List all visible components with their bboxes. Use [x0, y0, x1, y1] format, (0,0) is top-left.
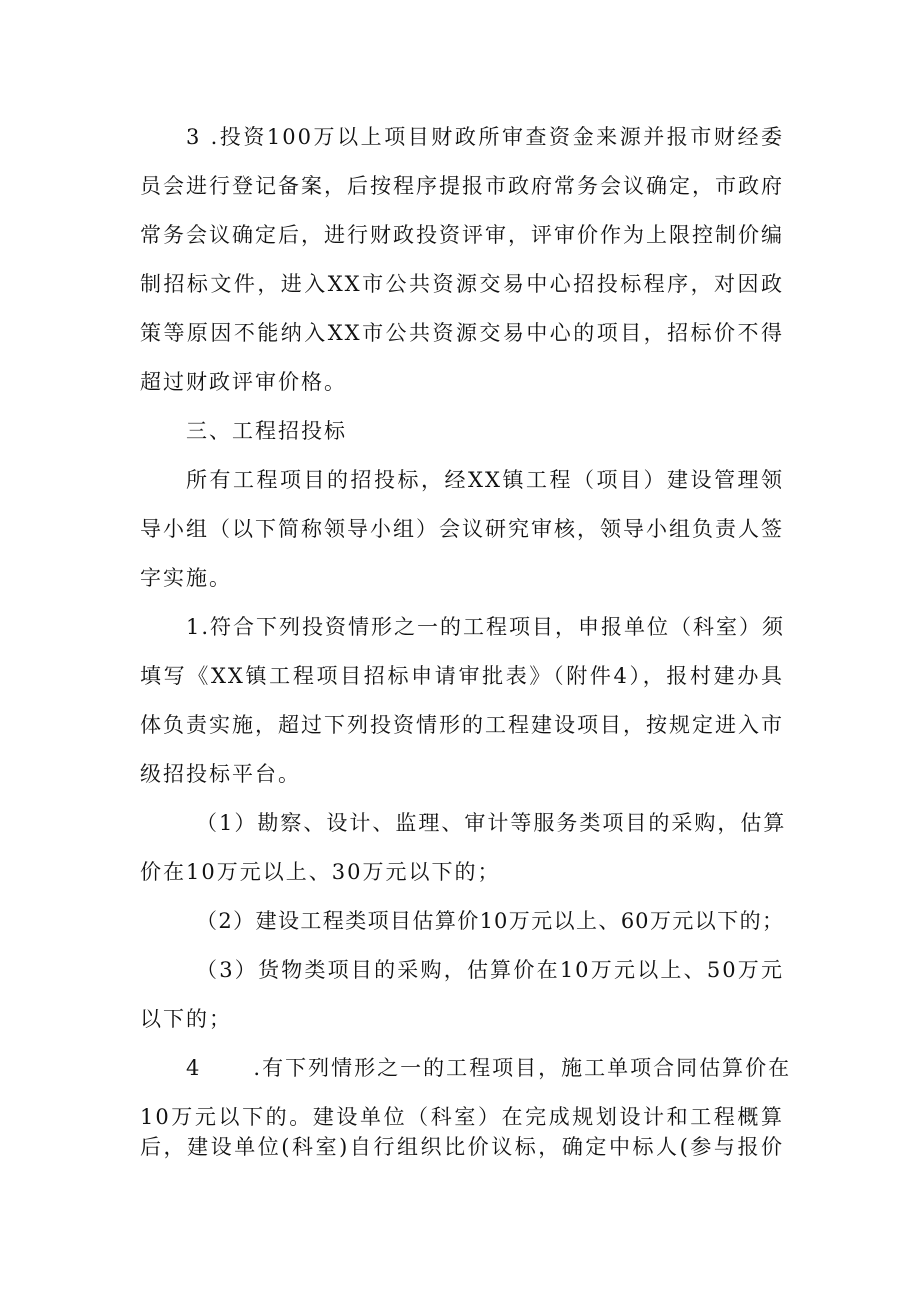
- para-intro-line-3: 字实施。: [140, 566, 232, 590]
- para-3-line-6: 超过财政评审价格。: [140, 370, 347, 394]
- item-1-line-1: （1）勘察、设计、监理、审计等服务类项目的采购，估算: [196, 811, 787, 835]
- para-1-line-4: 级招投标平台。: [140, 762, 301, 786]
- para-1-line-1: 1.符合下列投资情形之一的工程项目，申报单位（科室）须: [186, 615, 786, 639]
- para-4-line-2: 10万元以下的。建设单位（科室）在完成规划设计和工程概算: [140, 1105, 784, 1129]
- para-3-line-2: 员会进行登记备案，后按程序提报市政府常务会议确定，市政府: [140, 174, 784, 198]
- para-1-line-2: 填写《XX镇工程项目招标申请审批表》（附件4），报村建办具: [140, 664, 784, 688]
- item-1-line-2: 价在10万元以上、30万元以下的；: [140, 860, 501, 884]
- para-4-line-3: 后，建设单位(科室)自行组织比价议标，确定中标人(参与报价: [140, 1135, 784, 1159]
- para-intro-line-1: 所有工程项目的招投标，经XX镇工程（项目）建设管理领: [186, 468, 784, 492]
- para-3-line-4: 制招标文件，进入XX市公共资源交易中心招投标程序，对因政: [140, 272, 784, 296]
- section-heading-3: 三、工程招投标: [186, 419, 347, 443]
- para-intro-line-2: 导小组（以下简称领导小组）会议研究审核，领导小组负责人签: [140, 517, 784, 541]
- para-4-line-1: 4 .有下列情形之一的工程项目，施工单项合同估算价在: [186, 1056, 792, 1080]
- para-3-line-1: 3 .投资100万以上项目财政所审查资金来源并报市财经委: [186, 125, 784, 149]
- para-1-line-3: 体负责实施，超过下列投资情形的工程建设项目，按规定进入市: [140, 713, 784, 737]
- para-3-line-3: 常务会议确定后，进行财政投资评审，评审价作为上限控制价编: [140, 223, 784, 247]
- item-3-line-1: （3）货物类项目的采购，估算价在10万元以上、50万元: [196, 958, 784, 982]
- item-2-line-1: （2）建设工程类项目估算价10万元以上、60万元以下的；: [196, 909, 784, 933]
- item-3-line-2: 以下的；: [140, 1007, 232, 1031]
- para-3-line-5: 策等原因不能纳入XX市公共资源交易中心的项目，招标价不得: [140, 321, 784, 345]
